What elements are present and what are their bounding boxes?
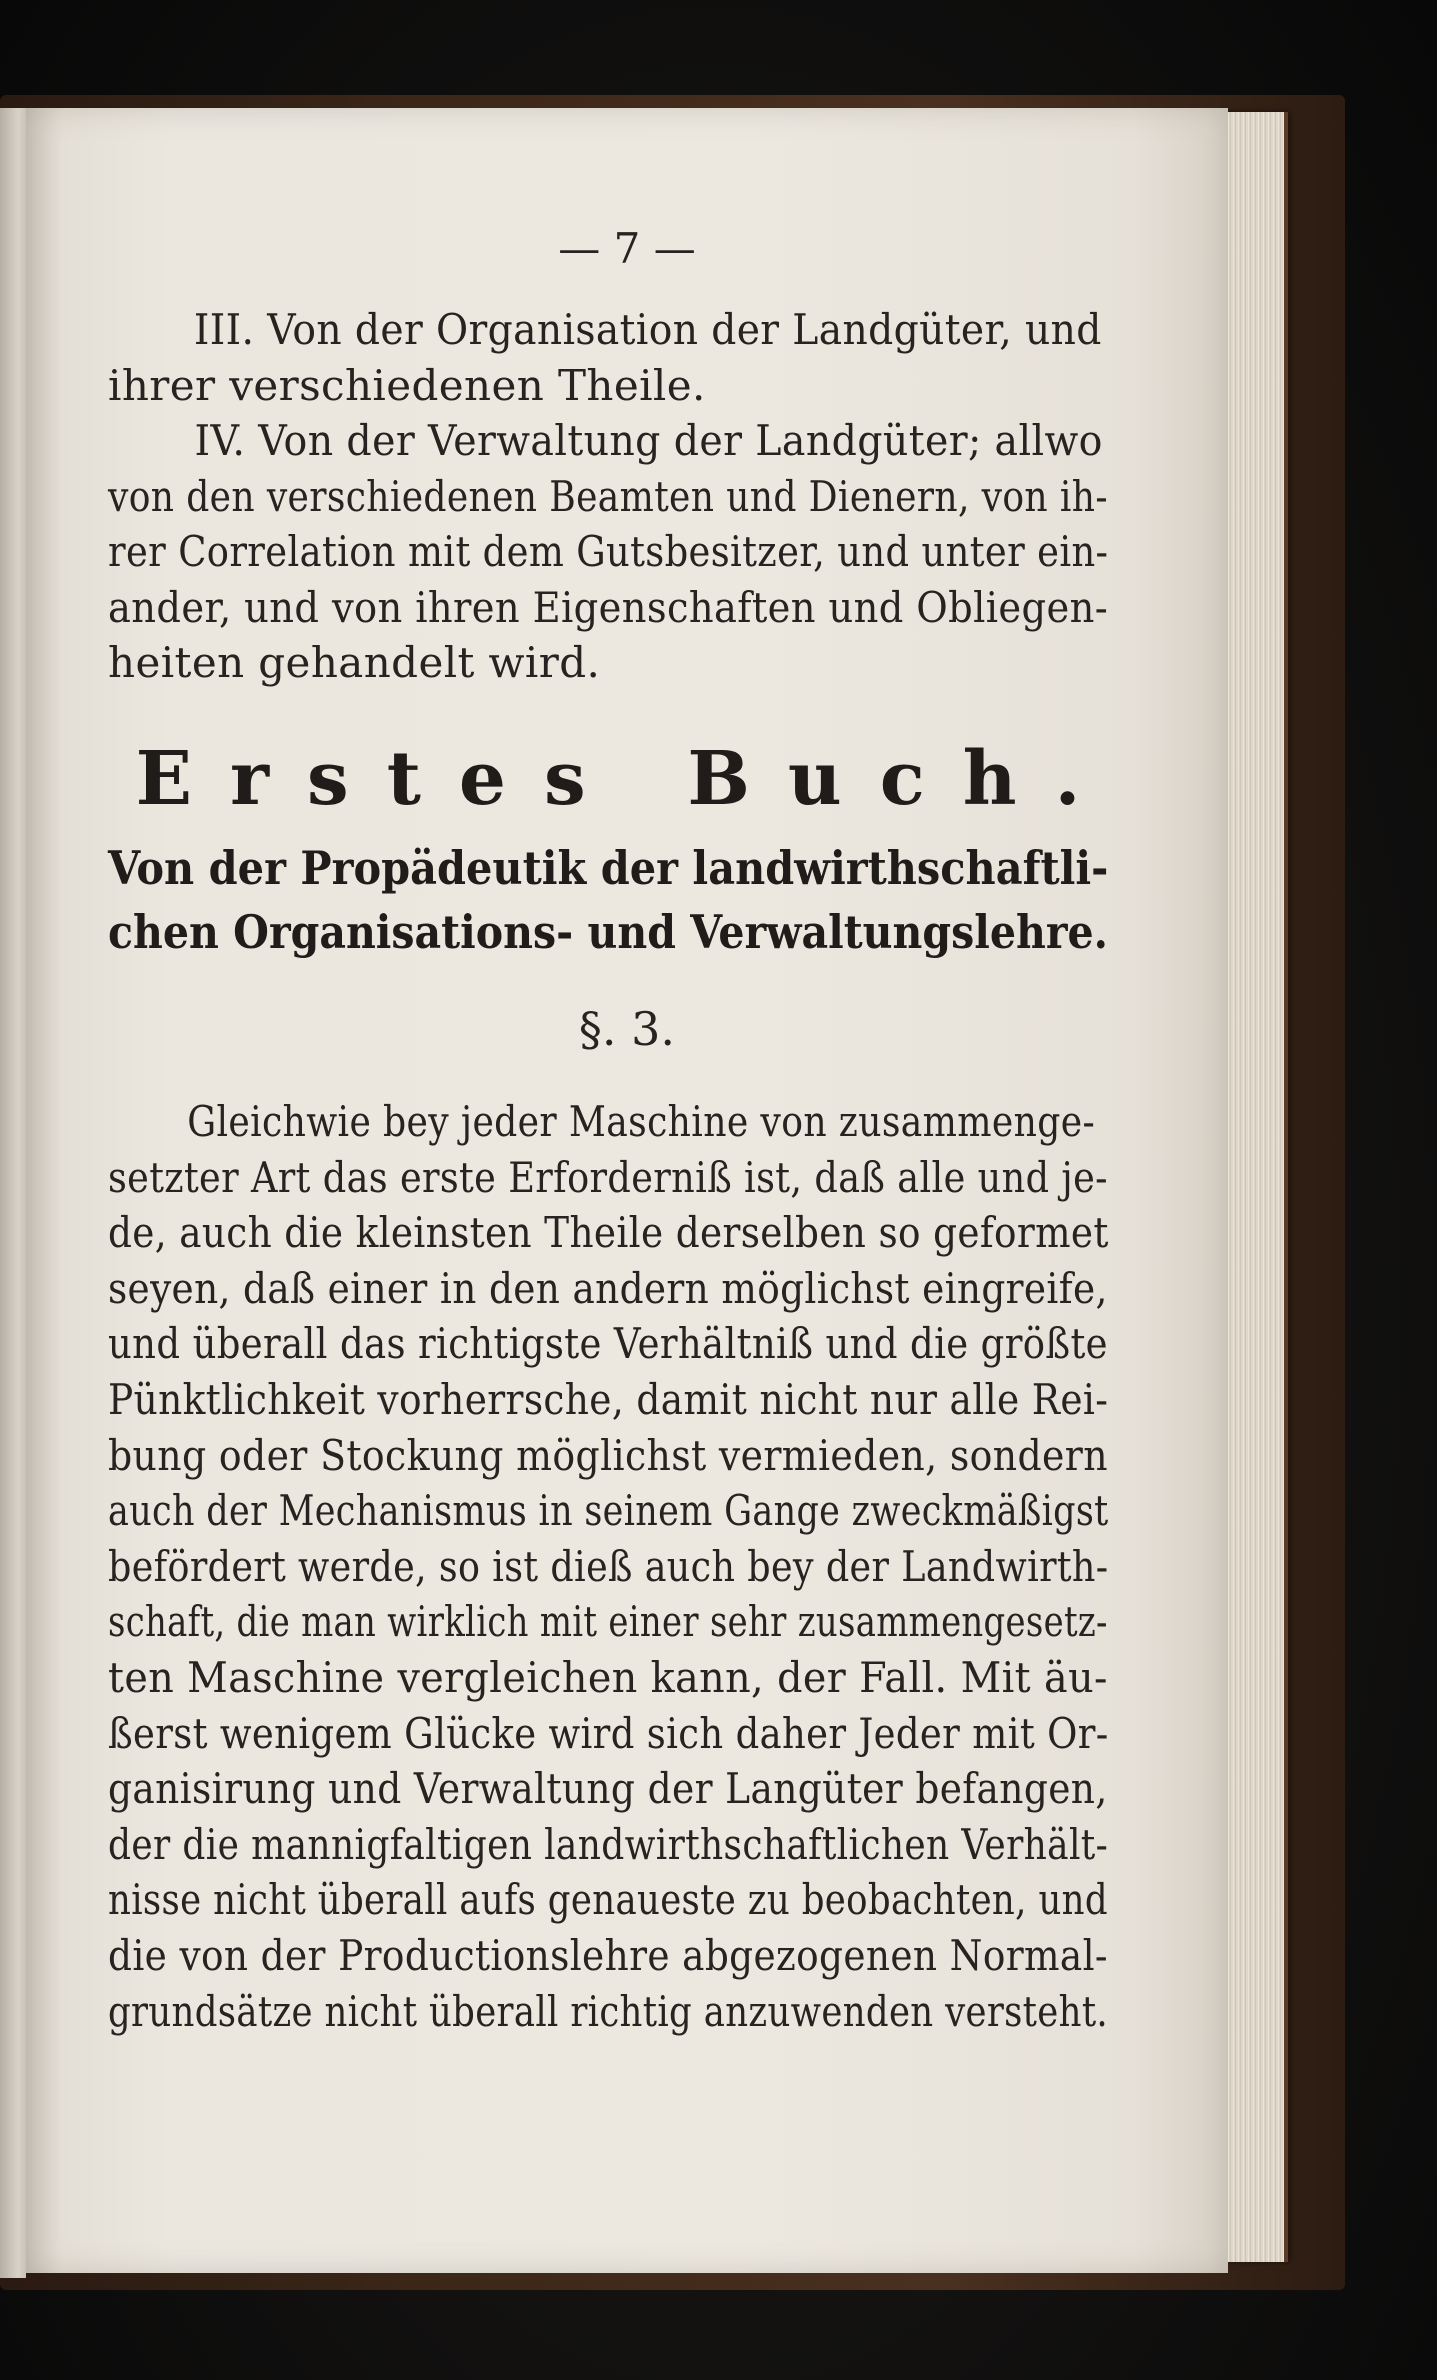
body-line: de, auch die kleinsten Theile derselben so geformet xyxy=(108,1208,1109,1258)
facing-page-edge xyxy=(0,108,26,2278)
body-line: bung oder Stockung möglichst vermieden, sondern xyxy=(108,1430,1108,1480)
intro-paragraph-iv xyxy=(108,413,1108,691)
book-page xyxy=(26,108,1228,2273)
intro-line: rer Correlation mit dem Gutsbesitzer, und unter ein- xyxy=(108,527,1109,577)
intro-line: von den verschiedenen Beamten und Dienern, von ih- xyxy=(108,471,1108,521)
intro-line: ander, und von ihren Eigenschaften und Obliegen- xyxy=(108,582,1109,632)
body-line: die von der Productionslehre abgezogenen Normal- xyxy=(108,1930,1108,1980)
body-line: Gleichwie bey jeder Maschine von zusammenge- xyxy=(187,1097,1096,1146)
book-subheading xyxy=(108,836,1108,964)
body-paragraph xyxy=(108,1094,1108,2039)
page-fore-edge xyxy=(1222,112,1288,2262)
subheading-line: Von der Propädeutik der landwirthschaftli- xyxy=(108,841,1109,895)
intro-line: heiten gehandelt wird. xyxy=(108,638,601,688)
intro-paragraph-iii xyxy=(108,302,1108,413)
book-heading: Erstes Buch. xyxy=(135,736,1119,822)
intro-line: III. Von der Organisation der Landgüter, und xyxy=(193,305,1102,354)
body-line: auch der Mechanismus in seinem Gange zweckmäßigst xyxy=(108,1486,1109,1536)
body-line: Pünktlichkeit vorherrsche, damit nicht nur alle Rei- xyxy=(108,1374,1109,1424)
body-line: seyen, daß einer in den andern möglichst eingreife, xyxy=(108,1263,1108,1313)
body-line: ßerst wenigem Glücke wird sich daher Jeder mit Or- xyxy=(108,1708,1109,1758)
body-line: nisse nicht überall aufs genaueste zu beobachten, und xyxy=(108,1875,1108,1925)
body-line: befördert werde, so ist dieß auch bey der Landwirth- xyxy=(108,1541,1109,1591)
body-line: ten Maschine vergleichen kann, der Fall. Mit äu- xyxy=(108,1652,1108,1702)
body-line: grundsätze nicht überall richtig anzuwenden versteht. xyxy=(108,1986,1109,2036)
body-line: der die mannigfaltigen landwirthschaftlichen Verhält- xyxy=(108,1819,1109,1869)
intro-line: ihrer verschiedenen Theile. xyxy=(108,360,706,410)
section-mark: §. 3. xyxy=(578,1002,676,1056)
subheading-line: chen Organisations- und Verwaltungslehre. xyxy=(108,905,1108,959)
body-line: setzter Art das erste Erforderniß ist, daß alle und je- xyxy=(108,1152,1108,1202)
body-line: ganisirung und Verwaltung der Langüter befangen, xyxy=(108,1764,1108,1814)
page-number: — 7 — xyxy=(558,224,696,273)
body-line: schaft, die man wirklich mit einer sehr zusammengesetz- xyxy=(108,1597,1108,1647)
intro-line: IV. Von der Verwaltung der Landgüter; allwo xyxy=(194,416,1103,465)
body-line: und überall das richtigste Verhältniß und die größte xyxy=(108,1319,1108,1369)
